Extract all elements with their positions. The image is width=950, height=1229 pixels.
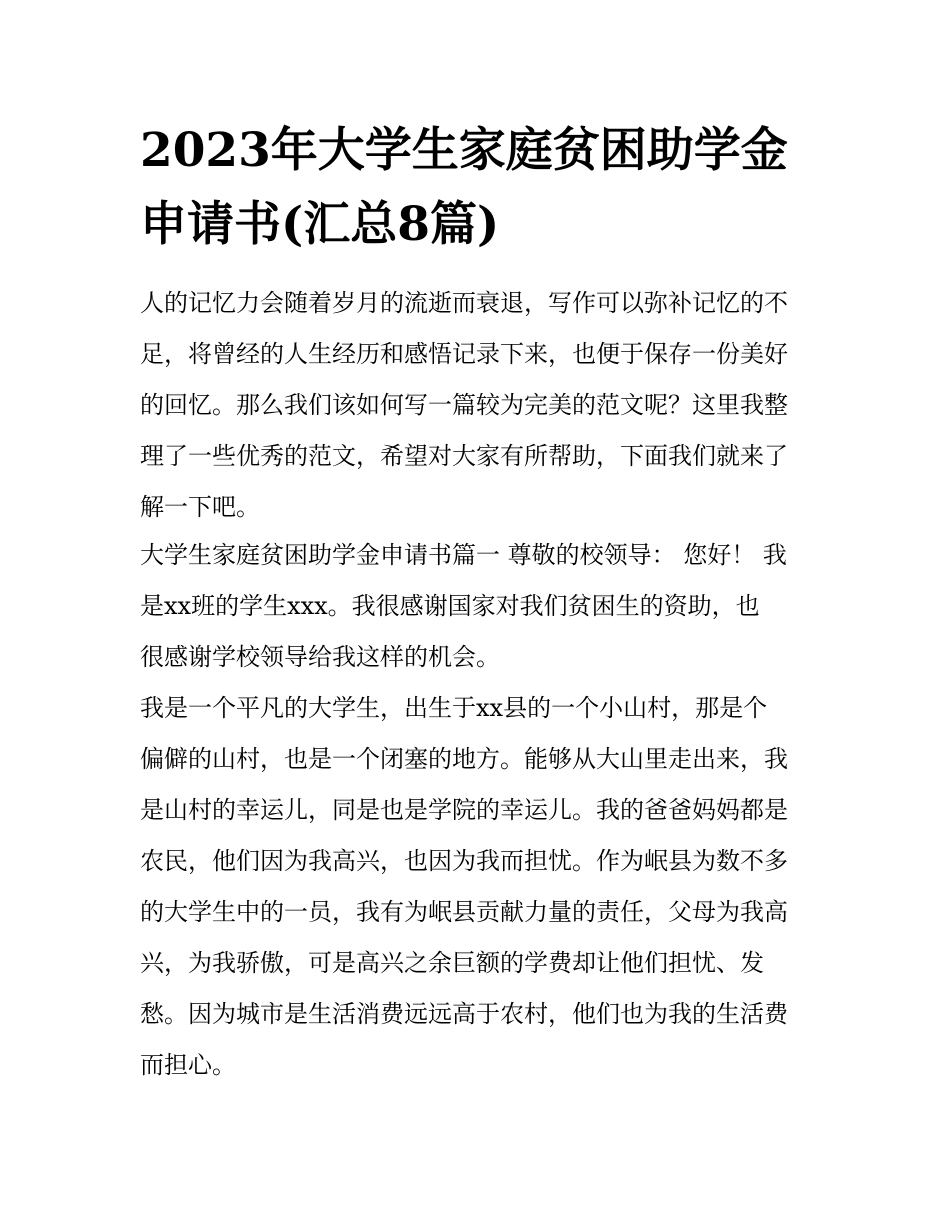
paragraph-line: 是山村的幸运儿，同是也是学院的幸运儿。我的爸爸妈妈都是 [140, 796, 788, 824]
background-paragraph [140, 683, 820, 1091]
paragraph-line: 解一下吧。 [140, 493, 260, 521]
title-line: 2023年大学生家庭贫困助学金 [140, 123, 788, 178]
paragraph-line: 农民，他们因为我高兴，也因为我而担忧。作为岷县为数不多 [140, 847, 788, 875]
title-line: 申请书(汇总8篇) [140, 197, 500, 252]
paragraph-line: 而担心。 [140, 1051, 236, 1079]
document-title [140, 114, 820, 262]
intro-paragraph [140, 278, 820, 533]
paragraph-line: 的回忆。那么我们该如何写一篇较为完美的范文呢？这里我整 [140, 391, 788, 419]
paragraph-line: 很感谢学校领导给我这样的机会。 [140, 643, 500, 671]
paragraph-line: 的大学生中的一员，我有为岷县贡献力量的责任，父母为我高 [140, 898, 788, 926]
paragraph-line: 是xx班的学生xxx。我很感谢国家对我们贫困生的资助，也 [140, 592, 760, 620]
paragraph-line: 人的记忆力会随着岁月的流逝而衰退，写作可以弥补记忆的不 [140, 289, 788, 317]
paragraph-line: 大学生家庭贫困助学金申请书篇一 尊敬的校领导： 您好！ 我 [140, 541, 787, 569]
paragraph-line: 愁。因为城市是生活消费远远高于农村，他们也为我的生活费 [140, 1000, 788, 1028]
paragraph-line: 我是一个平凡的大学生，出生于xx县的一个小山村，那是个 [140, 694, 768, 722]
letter-opening-paragraph [140, 530, 820, 683]
paragraph-line: 足，将曾经的人生经历和感悟记录下来，也便于保存一份美好 [140, 340, 788, 368]
paragraph-line: 理了一些优秀的范文，希望对大家有所帮助，下面我们就来了 [140, 442, 788, 470]
paragraph-line: 兴，为我骄傲，可是高兴之余巨额的学费却让他们担忧、发 [140, 949, 764, 977]
paragraph-line: 偏僻的山村，也是一个闭塞的地方。能够从大山里走出来，我 [140, 745, 788, 773]
